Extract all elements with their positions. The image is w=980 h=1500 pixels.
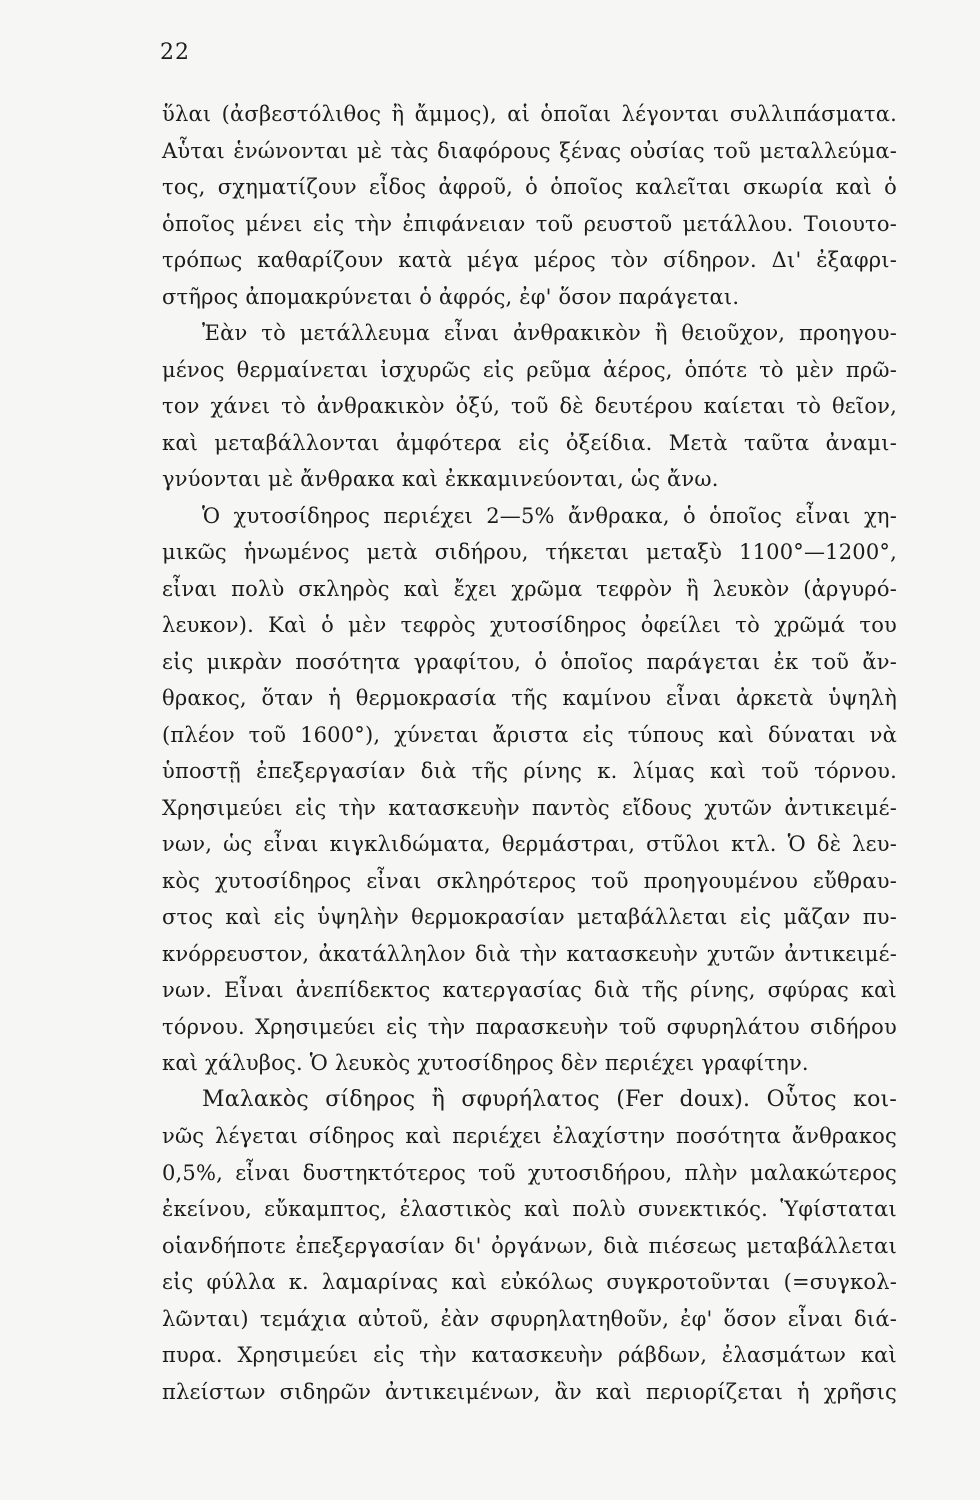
text-line: νῶς λέγεται σίδηρος καὶ περιέχει ἐλαχίστην ποσότητα ἄνθρακος [162,1124,897,1148]
text-line: στῆρος ἀπομακρύνεται ὁ ἀφρός, ἐφ' ὅσον παράγεται. [162,284,740,309]
text-line: τρόπως καθαρίζουν κατὰ μέγα μέρος τὸν σίδηρον. Δι' ἐξαφρι- [162,248,897,272]
text-line: κνόρρευστον, ἀκατάλληλον διὰ τὴν κατασκευὴν χυτῶν ἀντικειμέ- [162,941,897,966]
text-line: κὸς χυτοσίδηρος εἶναι σκληρότερος τοῦ προηγουμένου εὔθραυ- [162,868,897,893]
text-line: θρακος, ὅταν ἡ θερμοκρασία τῆς καμίνου εἶναι ἀρκετὰ ὑψηλὴ [162,686,897,710]
text-line: λῶνται) τεμάχια αὐτοῦ, ἐὰν σφυρηλατηθοῦν, ἐφ' ὅσον εἶναι διά- [162,1306,897,1331]
text-line: εἰς φύλλα κ. λαμαρίνας καὶ εὐκόλως συγκροτοῦνται (=συγκολ- [162,1270,897,1294]
text-line: Χρησιμεύει εἰς τὴν κατασκευὴν παντὸς εἴδους χυτῶν ἀντικειμέ- [162,795,897,820]
page-number: 22 [160,40,190,65]
body-text [162,96,897,1410]
text-line: λευκον). Καὶ ὁ μὲν τεφρὸς χυτοσίδηρος ὀφείλει τὸ χρῶμά του [162,613,897,637]
text-line: νων. Εἶναι ἀνεπίδεκτος κατεργασίας διὰ τῆς ρίνης, σφύρας καὶ [162,978,897,1002]
text-line: ἐκείνου, εὔκαμπτος, ἐλαστικὸς καὶ πολὺ συνεκτικός. Ὑφίσταται [162,1197,897,1221]
text-line: ὑποστῇ ἐπεξεργασίαν διὰ τῆς ρίνης κ. λίμας καὶ τοῦ τόρνου. [162,759,897,783]
text-line: τον χάνει τὸ ἀνθρακικὸν ὀξύ, τοῦ δὲ δευτέρου καίεται τὸ θεῖον, [162,394,897,418]
text-line: νων, ὡς εἶναι κιγκλιδώματα, θερμάστραι, στῦλοι κτλ. Ὁ δὲ λευ- [162,832,897,856]
text-line: Αὗται ἑνώνονται μὲ τὰς διαφόρους ξένας οὐσίας τοῦ μεταλλεύμα- [162,138,897,163]
text-line: ὁποῖος μένει εἰς τὴν ἐπιφάνειαν τοῦ ρευστοῦ μετάλλου. Τοιουτο- [162,211,897,236]
text-line: πλείστων σιδηρῶν ἀντικειμένων, ἂν καὶ περιορίζεται ἡ χρῆσις [162,1379,897,1404]
text-line: εἶναι πολὺ σκληρὸς καὶ ἔχει χρῶμα τεφρὸν ἢ λευκὸν (ἀργυρό- [162,576,897,601]
text-line: 0,5%, εἶναι δυστηκτότερος τοῦ χυτοσιδήρου, πλὴν μαλακώτερος [162,1160,897,1185]
text-line: (πλέον τοῦ 1600°), χύνεται ἄριστα εἰς τύπους καὶ δύναται νὰ [162,722,897,747]
text-line: πυρα. Χρησιμεύει εἰς τὴν κατασκευὴν ράβδων, ἐλασμάτων καὶ [162,1343,897,1367]
text-line: μένος θερμαίνεται ἰσχυρῶς εἰς ρεῦμα ἀέρος, ὁπότε τὸ μὲν πρῶ- [162,357,897,382]
text-line: τόρνου. Χρησιμεύει εἰς τὴν παρασκευὴν τοῦ σφυρηλάτου σιδήρου [162,1014,897,1039]
text-line: εἰς μικρὰν ποσότητα γραφίτου, ὁ ὁποῖος παράγεται ἐκ τοῦ ἄν- [162,649,897,674]
text-line: τος, σχηματίζουν εἶδος ἀφροῦ, ὁ ὁποῖος καλεῖται σκωρία καὶ ὁ [162,175,897,199]
section-heading-line: Μαλακὸς σίδηρος ἢ σφυρήλατος (Fer doux). Οὗτος κοι- [202,1086,897,1112]
paragraph-start-line: Ὁ χυτοσίδηρος περιέχει 2—5% ἄνθρακα, ὁ ὁποῖος εἶναι χη- [202,503,897,528]
text-line: οἱανδήποτε ἐπεξεργασίαν δι' ὀργάνων, διὰ πιέσεως μεταβάλλεται [162,1233,897,1258]
text-line: γνύονται μὲ ἄνθρακα καὶ ἐκκαμινεύονται, ὡς ἄνω. [162,467,719,491]
text-line: μικῶς ἡνωμένος μετὰ σιδήρου, τήκεται μεταξὺ 1100°—1200°, [162,540,897,564]
text-line: στος καὶ εἰς ὑψηλὴν θερμοκρασίαν μεταβάλλεται εἰς μᾶζαν πυ- [162,905,897,929]
text-line: καὶ μεταβάλλονται ἀμφότερα εἰς ὀξείδια. Μετὰ ταῦτα ἀναμι- [162,430,897,455]
text-line: καὶ χάλυβος. Ὁ λευκὸς χυτοσίδηρος δὲν περιέχει γραφίτην. [162,1051,809,1075]
text-line: ὕλαι (ἀσβεστόλιθος ἢ ἄμμος), αἱ ὁποῖαι λέγονται συλλιπάσματα. [162,102,897,126]
paragraph-start-line: Ἐὰν τὸ μετάλλευμα εἶναι ἀνθρακικὸν ἢ θειοῦχον, προηγου- [202,321,897,345]
